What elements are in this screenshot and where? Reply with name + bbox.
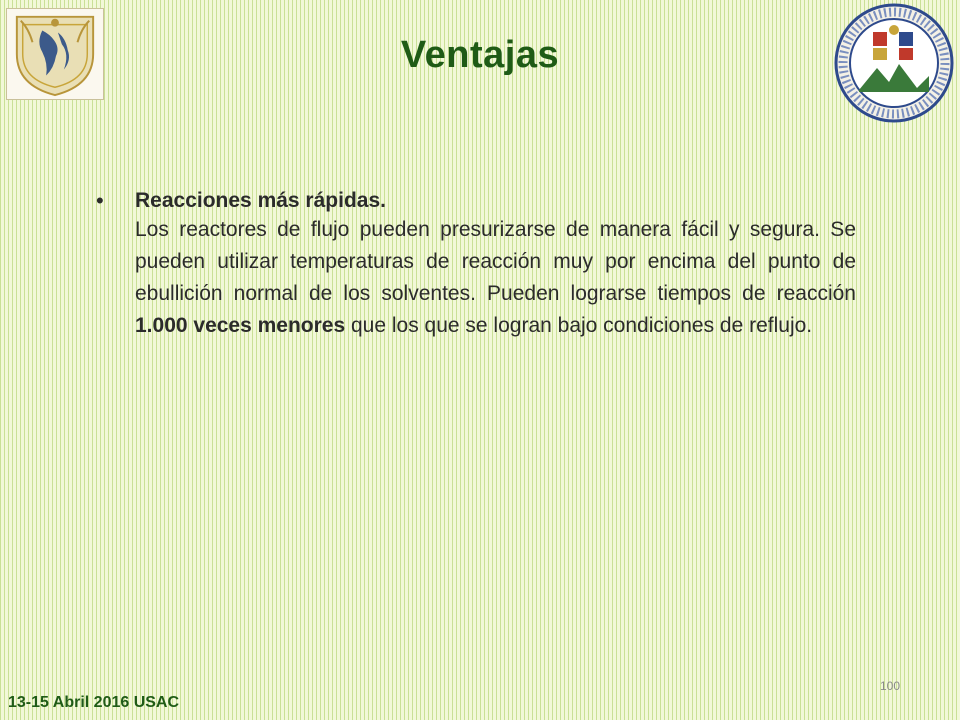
paragraph-text-end: que los que se logran bajo condiciones de reflujo. [345,314,813,337]
paragraph-highlight: 1.000 veces menores [135,314,346,337]
paragraph-text-start: Los reactores de flujo pueden presurizarse de manera fácil y segura. Se pueden utilizar temperaturas de reacción muy por encima del punto de ebullición normal de los solventes. Pueden lograrse tiempos de reacción [135,218,856,305]
footer-date: 13-15 Abril 2016 USAC [8,694,180,711]
bullet-paragraph [135,214,856,342]
content-area [96,190,856,342]
bullet-item [96,190,856,342]
slide-title: Ventajas [400,34,560,76]
bullet-dot-icon: • [96,188,104,213]
page-number: 100 [880,679,901,693]
bullet-heading: Reacciones más rápidas. [135,189,386,212]
